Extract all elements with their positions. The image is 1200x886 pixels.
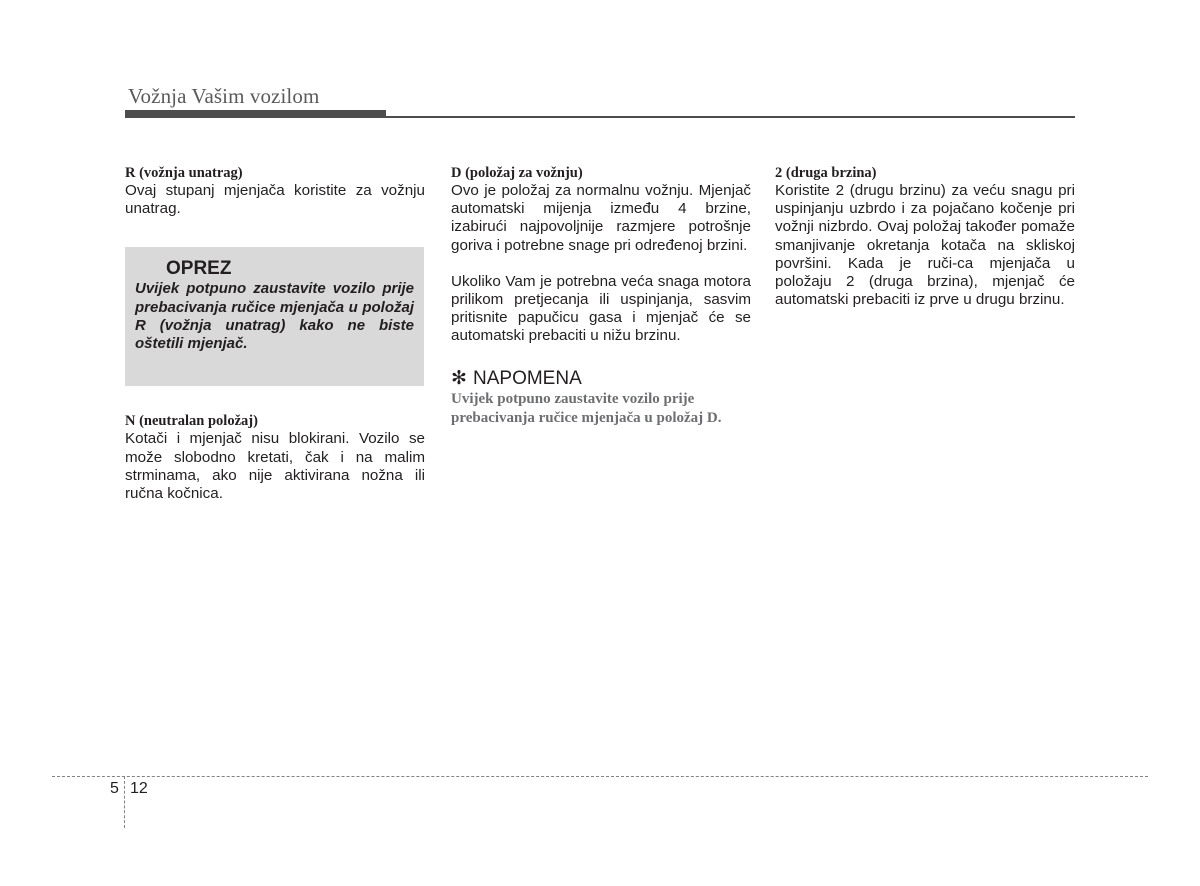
- d-text: Ovo je položaj za normalnu vožnju. Mjenjač automatski mijenja između 4 brzine, izabirući najpovoljnije razmjere potrošnje goriva i potrebne snage pri određenoj brzini.: [451, 182, 751, 254]
- note-heading: NAPOMENA: [473, 367, 582, 389]
- column-left: [125, 164, 425, 503]
- n-text: Kotači i mjenjač nisu blokirani. Vozilo se može slobodno kretati, čak i na malim strminama, ako nije aktivirana nožna ili ručna kočnica.: [125, 430, 425, 503]
- caution-box: [125, 247, 424, 386]
- second-gear-text: Koristite 2 (drugu brzinu) za veću snagu pri uspinjanju uzbrdo i za pojačano kočenje pri vožnji nizbrdo. Ovaj položaj također pomaže smanjivanje okretanja kotača na skliskoj površini. Kada je ruči-ca mjenjača u položaju 2 (druga brzina), mjenjač će automatski prebaciti iz prve u drugu brzinu.: [775, 182, 1075, 309]
- n-heading: N (neutralan položaj): [125, 413, 258, 430]
- note-text: Uvijek potpuno zaustavite vozilo prije prebacivanja ručice mjenjača u položaj D.: [451, 390, 722, 426]
- page-number: 12: [130, 780, 148, 797]
- footer-dashed-rule: [52, 776, 1148, 777]
- section-number: 5: [110, 780, 119, 797]
- second-gear-heading: 2 (druga brzina): [775, 165, 877, 181]
- n-block: [125, 412, 425, 503]
- r-heading: R (vožnja unatrag): [125, 165, 243, 181]
- column-right: [775, 164, 1075, 309]
- footer-dashed-divider: [124, 776, 125, 828]
- caution-text: Uvijek potpuno zaustavite vozilo prije prebacivanja ručice mjenjača u položaj R (vožnja unatrag) kako ne biste oštetili mjenjač.: [135, 280, 414, 353]
- page-header-title: Vožnja Vašim vozilom: [128, 84, 320, 108]
- column-middle: [451, 164, 751, 428]
- note-asterisk-icon: ✻: [451, 367, 467, 389]
- r-text: Ovaj stupanj mjenjača koristite za vožnju unatrag.: [125, 182, 425, 218]
- note-heading-row: [451, 368, 751, 390]
- d-text-kickdown: Ukoliko Vam je potrebna veća snaga motora prilikom pretjecanja ili uspinjanja, sasvim pritisnite papučicu gasa i mjenjač će se automatski prebaciti u nižu brzinu.: [451, 272, 751, 345]
- header-rule-accent: [125, 110, 386, 118]
- caution-heading: OPREZ: [166, 258, 232, 280]
- d-heading: D (položaj za vožnju): [451, 165, 583, 181]
